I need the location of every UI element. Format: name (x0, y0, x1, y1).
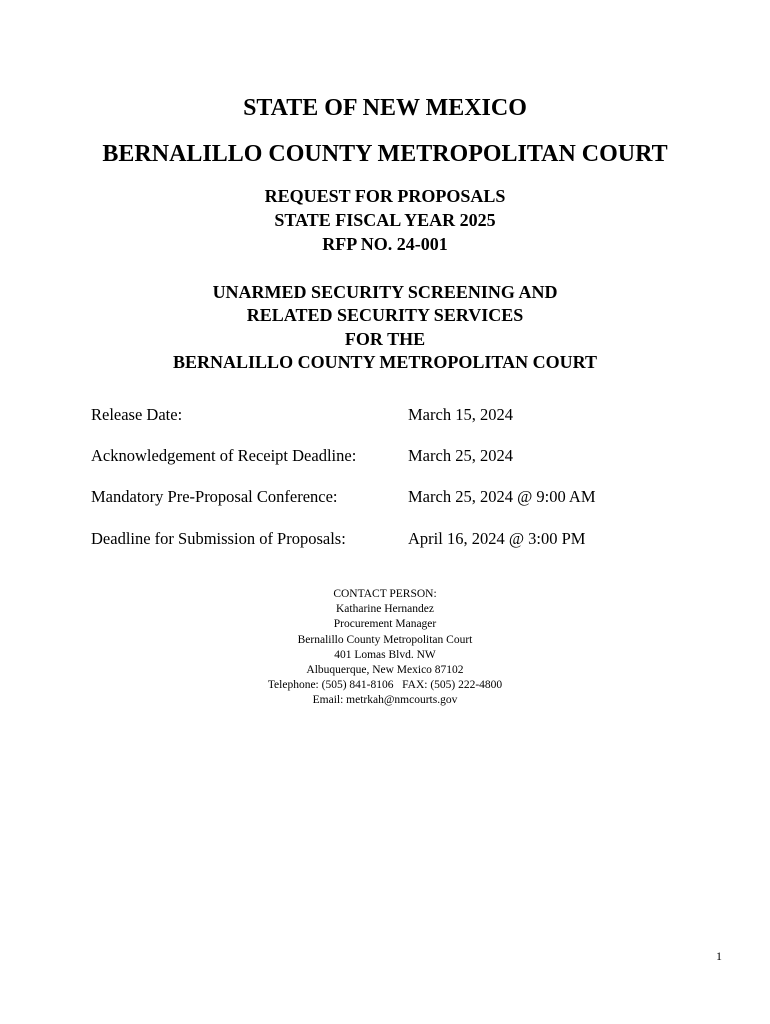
schedule-value: April 16, 2024 @ 3:00 PM (408, 529, 586, 548)
schedule-label: Mandatory Pre-Proposal Conference: (91, 487, 338, 506)
contact-email: Email: metrkah@nmcourts.gov (312, 694, 458, 707)
schedule-label: Release Date: (91, 405, 183, 424)
rfp-number: RFP NO. 24-001 (322, 234, 448, 254)
schedule-value: March 25, 2024 (408, 446, 513, 465)
court-heading: BERNALILLO COUNTY METROPOLITAN COURT (102, 141, 668, 167)
contact-heading: CONTACT PERSON: (333, 588, 437, 600)
contact-city: Albuquerque, New Mexico 87102 (306, 663, 464, 676)
state-heading: STATE OF NEW MEXICO (243, 95, 527, 121)
schedule-label: Acknowledgement of Receipt Deadline: (91, 446, 357, 465)
subject-line-1: UNARMED SECURITY SCREENING AND (212, 282, 558, 302)
contact-block (0, 587, 770, 709)
schedule-value: March 15, 2024 (408, 405, 513, 424)
contact-organization: Bernalillo County Metropolitan Court (297, 633, 473, 646)
schedule-label: Deadline for Submission of Proposals: (91, 529, 346, 548)
schedule-value: March 25, 2024 @ 9:00 AM (408, 487, 596, 506)
subject-line-4: BERNALILLO COUNTY METROPOLITAN COURT (173, 352, 597, 372)
subject-line-2: RELATED SECURITY SERVICES (246, 305, 524, 325)
contact-title: Procurement Manager (333, 618, 437, 631)
page-number: 1 (716, 949, 722, 963)
fiscal-year: STATE FISCAL YEAR 2025 (274, 210, 496, 230)
subject-line-3: FOR THE (344, 329, 426, 349)
contact-phone-fax: Telephone: (505) 841-8106 FAX: (505) 222-4800 (267, 679, 503, 692)
contact-name: Katharine Hernandez (335, 603, 434, 616)
rfp-title: REQUEST FOR PROPOSALS (264, 186, 506, 206)
contact-street: 401 Lomas Blvd. NW (334, 648, 436, 661)
